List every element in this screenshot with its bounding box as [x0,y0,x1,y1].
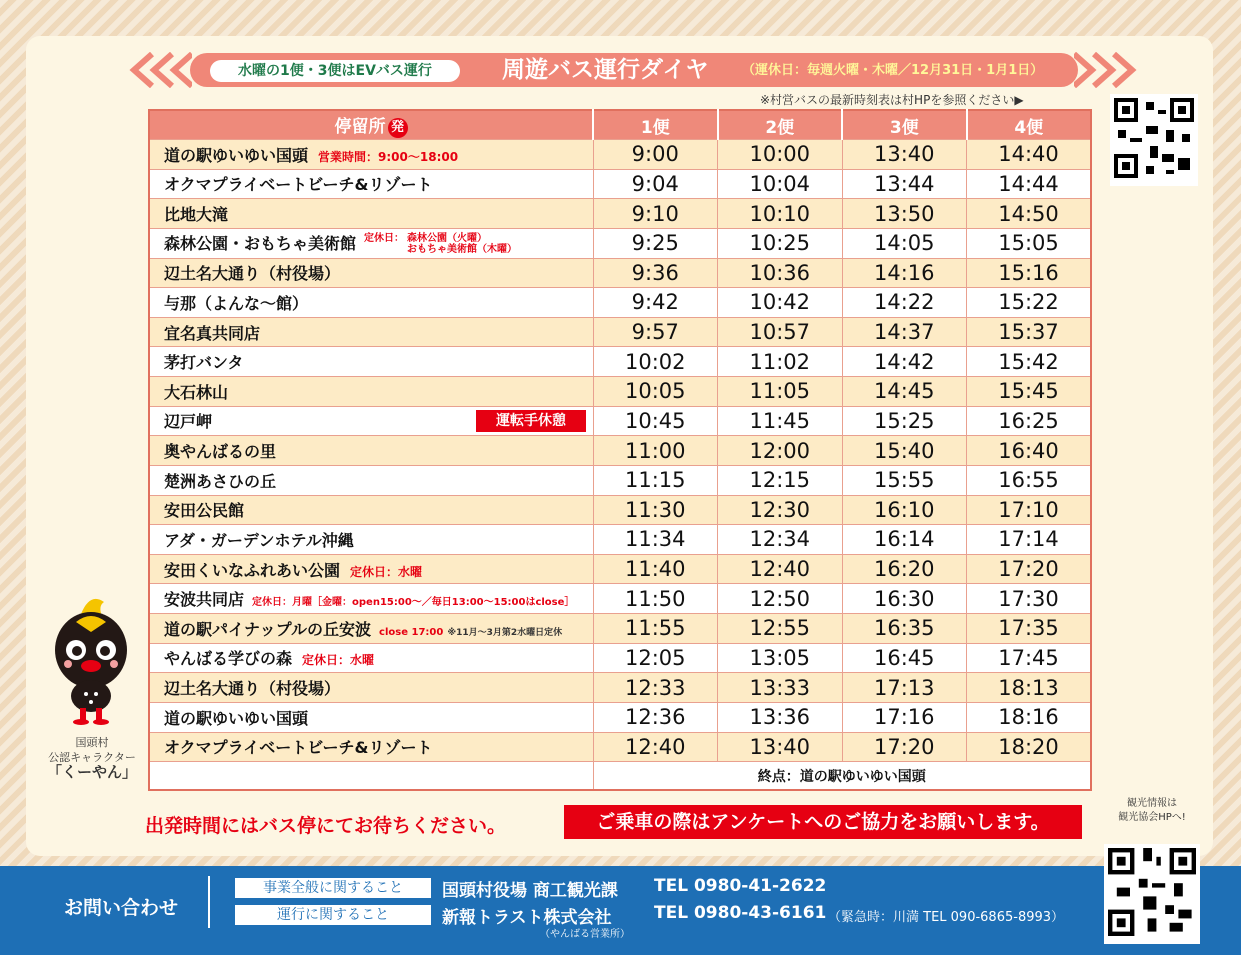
stop-note-secondary: ※11月〜3月第2水曜日定休 [447,627,563,638]
table-row [149,436,1091,466]
table-row [149,525,1091,555]
time-cell: 9:42 [593,288,718,318]
table-row [149,495,1091,525]
time-cell: 16:14 [842,525,967,555]
time-cell: 10:02 [593,347,718,377]
time-cell: 11:05 [718,377,843,407]
stop-note: 定休日：月曜［金曜：open15:00〜／毎日13:00〜15:00はclose］ [252,597,575,609]
table-row [149,643,1091,673]
time-cell: 12:36 [593,702,718,732]
table-row [149,258,1091,288]
survey-request-notice: ご乗車の際はアンケートへのご協力をお願いします。 [564,805,1082,839]
tourism-info-note: 観光情報は 観光協会HPへ! [1118,798,1186,823]
driver-rest-badge: 運転手休憩 [476,410,586,432]
table-row [149,228,1091,258]
time-cell: 17:20 [842,732,967,762]
terminal-row [149,762,1091,790]
time-cell: 11:15 [593,465,718,495]
table-row [149,465,1091,495]
village-hp-qr-code[interactable] [1110,94,1198,186]
time-cell: 14:05 [842,228,967,258]
timetable [148,109,1092,791]
table-row [149,169,1091,199]
ev-bus-note: 水曜の1便・3便はEVバス運行 [210,60,460,82]
wait-at-stop-notice: 出発時間にはバス停にてお待ちください。 [145,815,507,837]
time-cell: 14:16 [842,258,967,288]
table-row [149,614,1091,644]
stop-note: 定休日： 森林公園（火曜） おもちゃ美術館（木曜） [364,233,518,256]
qr-code-icon [1108,848,1196,936]
time-cell: 16:40 [967,436,1092,466]
time-cell: 16:45 [842,643,967,673]
stop-name: 楚洲あさひの丘 [149,465,593,495]
time-cell: 11:45 [718,406,843,436]
time-cell: 11:50 [593,584,718,614]
time-cell: 14:42 [842,347,967,377]
time-cell: 15:37 [967,317,1092,347]
time-cell: 9:57 [593,317,718,347]
stop-name: アダ・ガーデンホテル沖縄 [149,525,593,555]
village-office-tel[interactable]: TEL 0980-41-2622 [654,876,827,896]
time-cell: 16:10 [842,495,967,525]
stop-name: 安田公民館 [149,495,593,525]
time-cell: 9:00 [593,140,718,170]
general-inquiry-label: 事業全般に関すること [235,878,431,898]
time-cell: 15:25 [842,406,967,436]
time-cell: 11:02 [718,347,843,377]
chevron-right-icon [1074,52,1138,88]
contact-title: お問い合わせ [64,897,179,919]
operation-inquiry-label: 運行に関すること [235,905,431,925]
time-cell: 15:22 [967,288,1092,318]
time-cell: 9:04 [593,169,718,199]
time-cell: 14:22 [842,288,967,318]
chevron-left-icon [128,52,192,88]
table-row [149,140,1091,170]
operator-branch: （やんばる営業所） [540,929,630,940]
table-row [149,199,1091,229]
emergency-contact: （緊急時：川満 TEL 090-6865-8993） [828,910,1065,925]
stop-name: 道の駅ゆいゆい国頭 営業時間：9:00〜18:00 [149,140,593,170]
time-cell: 16:35 [842,614,967,644]
time-cell: 11:30 [593,495,718,525]
time-cell: 12:00 [718,436,843,466]
time-cell: 12:34 [718,525,843,555]
time-cell: 13:40 [842,140,967,170]
time-cell: 14:40 [967,140,1092,170]
time-cell: 11:34 [593,525,718,555]
timetable-header-row [149,110,1091,140]
stop-note: 営業時間：9:00〜18:00 [318,149,459,164]
time-cell: 13:36 [718,702,843,732]
stop-name: 宜名真共同店 [149,317,593,347]
time-cell: 13:50 [842,199,967,229]
time-cell: 17:14 [967,525,1092,555]
time-cell: 11:40 [593,554,718,584]
time-cell: 10:36 [718,258,843,288]
trip-2-header: 2便 [718,110,843,140]
stop-name: 道の駅パイナップルの丘安波 close 17:00 ※11月〜3月第2水曜日定休 [149,614,593,644]
time-cell: 12:30 [718,495,843,525]
time-cell: 18:16 [967,702,1092,732]
time-cell: 10:04 [718,169,843,199]
stop-name: オクマプライベートビーチ&リゾート [149,169,593,199]
stop-name: 辺戸岬 運転手休憩 [149,406,593,436]
table-row [149,732,1091,762]
stop-note: 定休日：水曜 [350,564,423,579]
timetable-body [149,140,1091,791]
time-cell: 17:20 [967,554,1092,584]
time-cell: 10:57 [718,317,843,347]
stop-note: 定休日：水曜 [302,653,375,668]
time-cell: 17:30 [967,584,1092,614]
time-cell: 18:20 [967,732,1092,762]
time-cell: 15:42 [967,347,1092,377]
time-cell: 15:55 [842,465,967,495]
time-cell: 14:50 [967,199,1092,229]
time-cell: 14:37 [842,317,967,347]
time-cell: 9:25 [593,228,718,258]
table-row [149,584,1091,614]
table-row [149,702,1091,732]
time-cell: 11:55 [593,614,718,644]
tourism-hp-qr-code[interactable] [1104,844,1200,944]
operator-name: 新報トラスト株式会社 [442,908,612,928]
time-cell: 12:15 [718,465,843,495]
table-row [149,317,1091,347]
time-cell: 18:13 [967,673,1092,703]
time-cell: 12:33 [593,673,718,703]
stop-name: オクマプライベートビーチ&リゾート [149,732,593,762]
hp-reference-note: ※村営バスの最新時刻表は村HPを参照ください▶ [760,93,1024,107]
empty-cell [149,762,593,790]
stop-name: 奥やんばるの里 [149,436,593,466]
stop-column-header: 停留所 発 [149,110,593,140]
time-cell: 10:45 [593,406,718,436]
stop-name: やんばる学びの森 定休日：水曜 [149,643,593,673]
time-cell: 11:00 [593,436,718,466]
time-cell: 14:45 [842,377,967,407]
stop-name: 道の駅ゆいゆい国頭 [149,702,593,732]
time-cell: 17:45 [967,643,1092,673]
time-cell: 9:36 [593,258,718,288]
time-cell: 13:40 [718,732,843,762]
time-cell: 15:16 [967,258,1092,288]
operator-tel[interactable]: TEL 0980-43-6161 [654,903,827,923]
time-cell: 15:05 [967,228,1092,258]
time-cell: 12:55 [718,614,843,644]
time-cell: 10:10 [718,199,843,229]
time-cell: 17:35 [967,614,1092,644]
table-row [149,406,1091,436]
time-cell: 13:44 [842,169,967,199]
time-cell: 10:42 [718,288,843,318]
time-cell: 10:00 [718,140,843,170]
table-row [149,673,1091,703]
stop-name: 茅打バンタ [149,347,593,377]
time-cell: 15:45 [967,377,1092,407]
time-cell: 16:25 [967,406,1092,436]
stop-name: 辺土名大通り（村役場） [149,673,593,703]
time-cell: 12:05 [593,643,718,673]
time-cell: 17:10 [967,495,1092,525]
footer-divider [208,876,210,928]
time-cell: 13:33 [718,673,843,703]
holiday-note: （運休日：毎週火曜・木曜／12月31日・1月1日） [742,63,1044,78]
time-cell: 17:13 [842,673,967,703]
time-cell: 15:40 [842,436,967,466]
mascot-caption: 国頭村 公認キャラクター 「くーやん」 [46,736,137,781]
stop-name: 比地大滝 [149,199,593,229]
stop-name: 大石林山 [149,377,593,407]
time-cell: 12:40 [593,732,718,762]
stop-name: 安田くいなふれあい公園 定休日：水曜 [149,554,593,584]
qr-code-icon [1114,98,1194,178]
table-row [149,377,1091,407]
time-cell: 16:30 [842,584,967,614]
trip-4-header: 4便 [967,110,1092,140]
kuyan-mascot-icon [46,592,136,727]
time-cell: 10:05 [593,377,718,407]
time-cell: 12:50 [718,584,843,614]
stop-note: close 17:00 [379,626,444,638]
time-cell: 10:25 [718,228,843,258]
trip-1-header: 1便 [593,110,718,140]
stop-name: 森林公園・おもちゃ美術館 定休日： 森林公園（火曜） おもちゃ美術館（木曜） [149,228,593,258]
table-row [149,288,1091,318]
time-cell: 17:16 [842,702,967,732]
stop-name: 与那（よんな〜館） [149,288,593,318]
time-cell: 9:10 [593,199,718,229]
time-cell: 13:05 [718,643,843,673]
trip-3-header: 3便 [842,110,967,140]
stop-name: 安波共同店 定休日：月曜［金曜：open15:00〜／毎日13:00〜15:00はclose］ [149,584,593,614]
time-cell: 16:20 [842,554,967,584]
time-cell: 16:55 [967,465,1092,495]
table-row [149,554,1091,584]
stop-name: 辺土名大通り（村役場） [149,258,593,288]
village-office-name: 国頭村役場 商工観光課 [442,881,618,901]
departure-mark: 発 [388,118,408,138]
page-title: 周遊バス運行ダイヤ [502,57,709,83]
time-cell: 12:40 [718,554,843,584]
table-row [149,347,1091,377]
terminal-stop: 終点：道の駅ゆいゆい国頭 [593,762,1091,790]
time-cell: 14:44 [967,169,1092,199]
